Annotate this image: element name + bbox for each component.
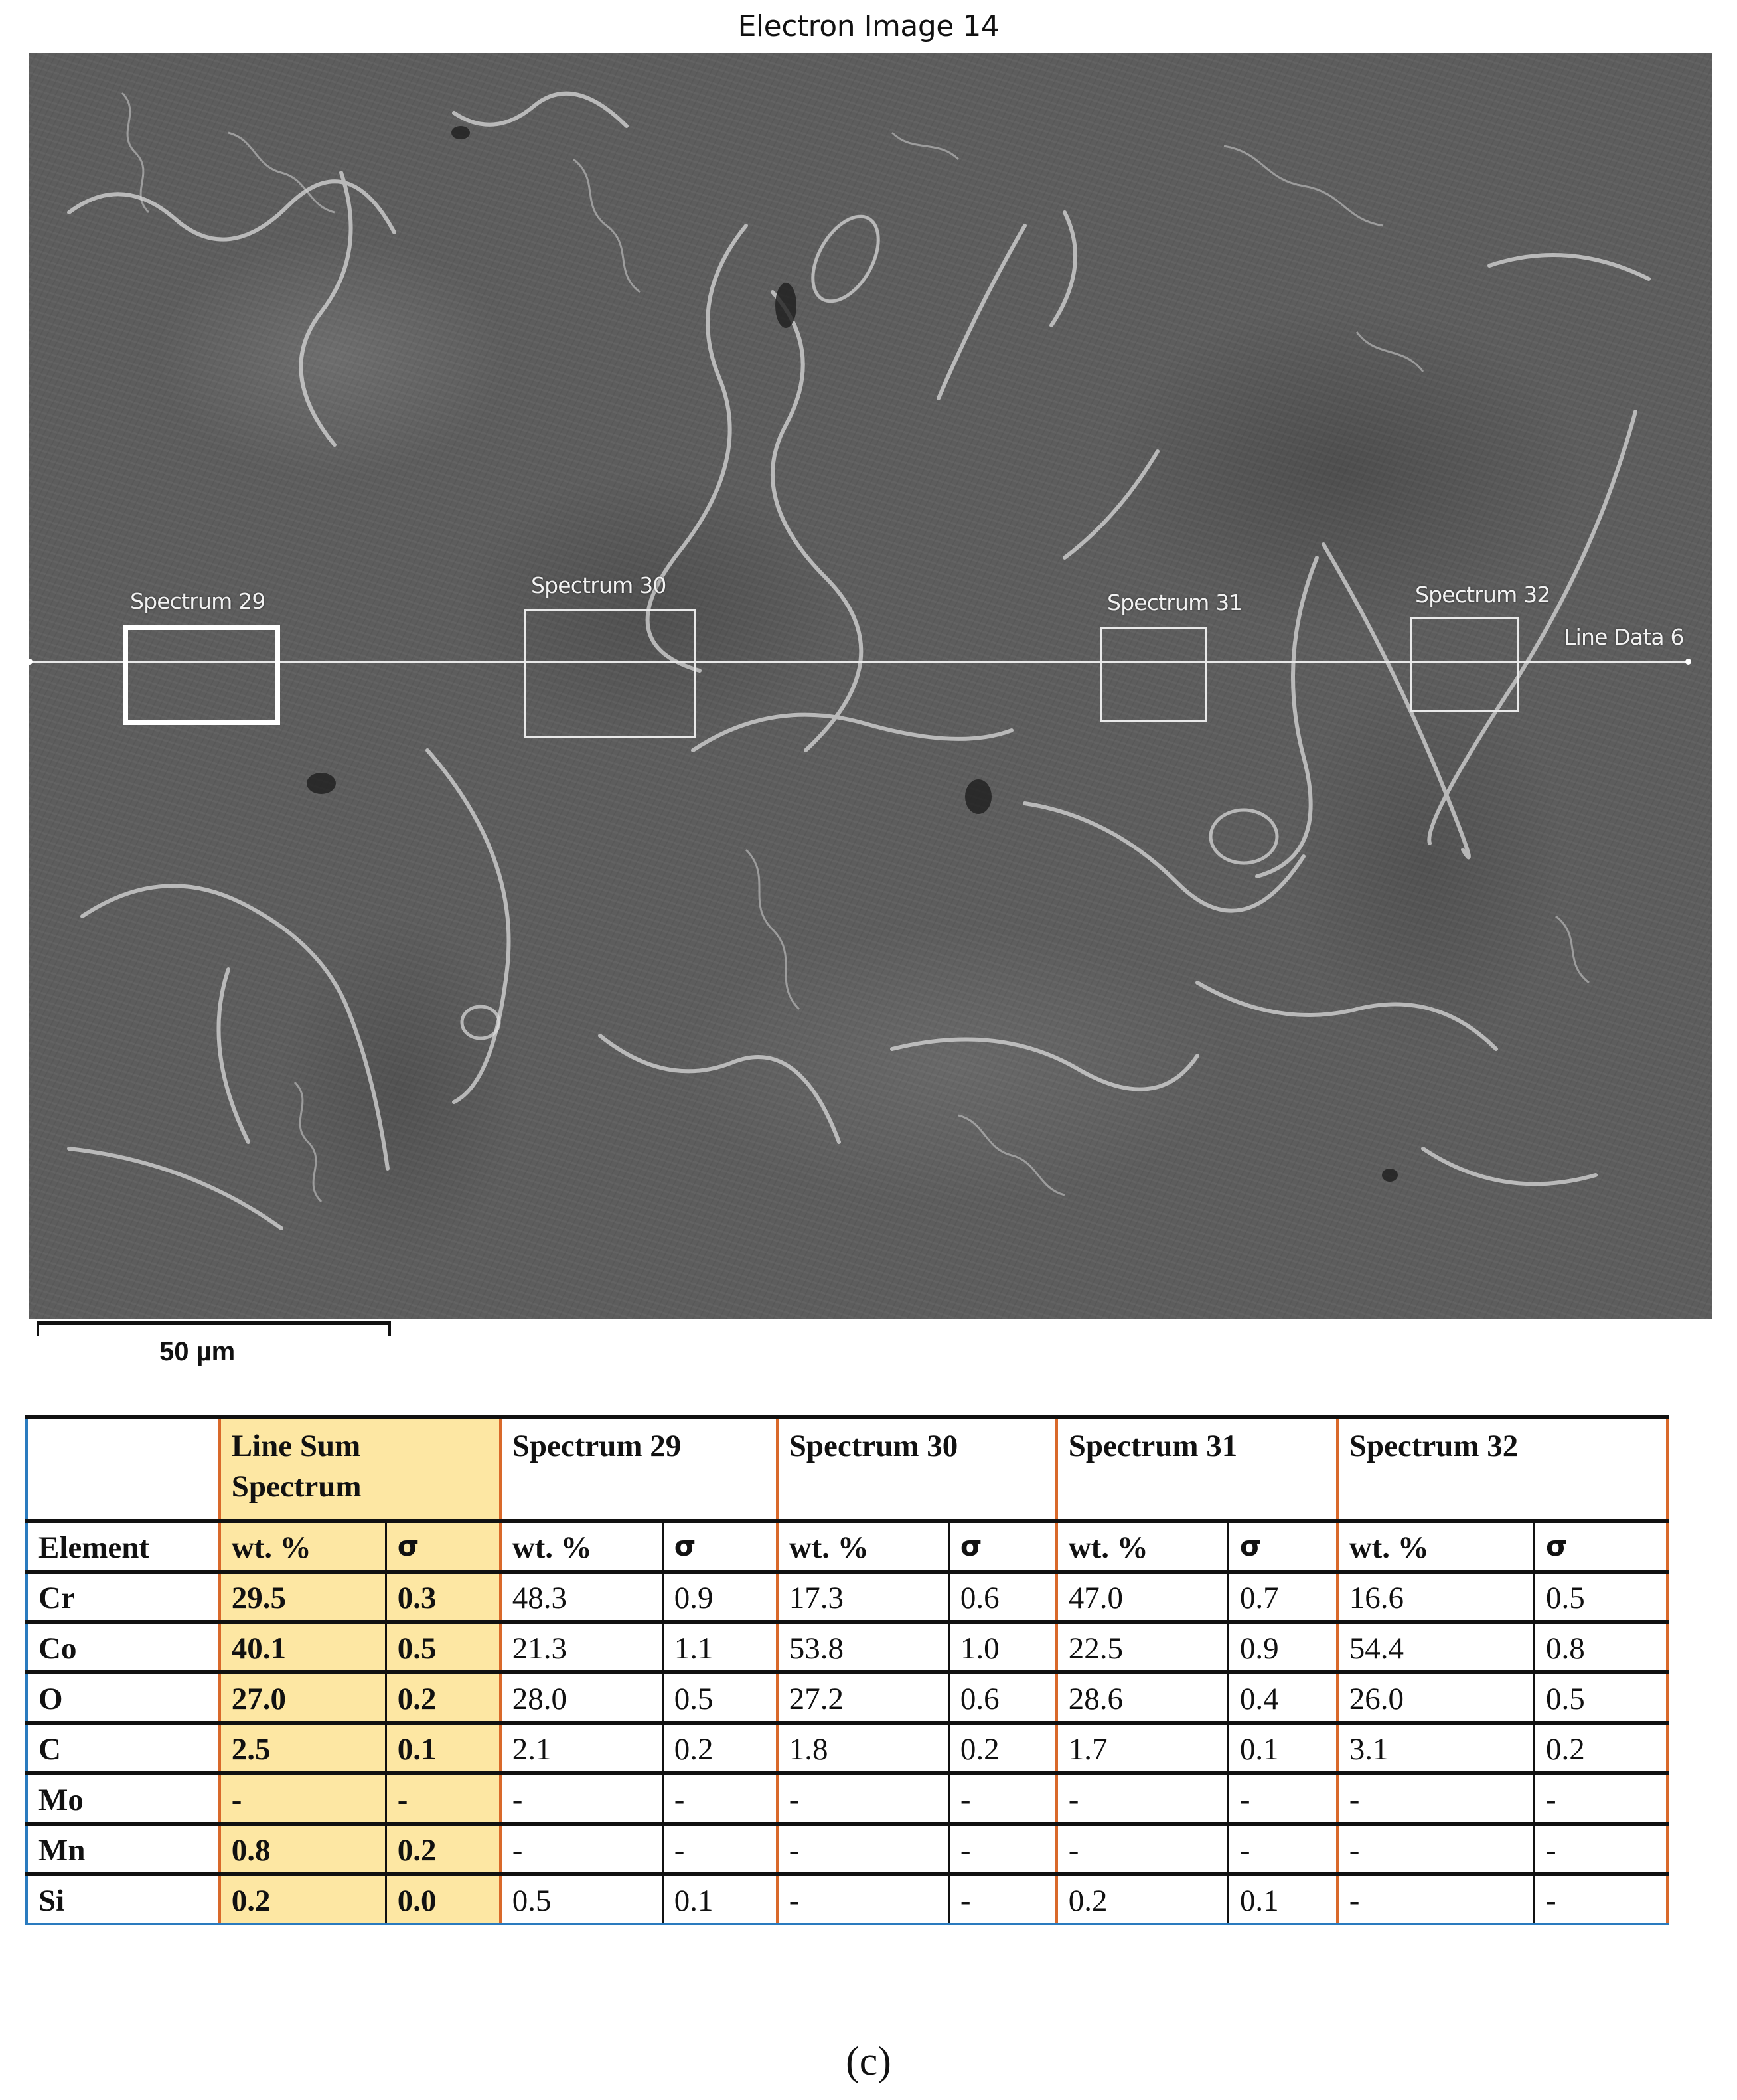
group-header-spectrum-29: Spectrum 29 xyxy=(500,1417,777,1521)
sigma-cell: - xyxy=(1228,1824,1337,1874)
column-header-sigma: σ xyxy=(1534,1521,1667,1572)
sigma-cell: 0.2 xyxy=(662,1723,777,1773)
scale-bar-label: 50 µm xyxy=(159,1337,236,1366)
table-row xyxy=(27,1874,1667,1924)
sigma-cell: 0.9 xyxy=(1228,1622,1337,1672)
table-row xyxy=(27,1824,1667,1874)
wt-percent-cell: 26.0 xyxy=(1337,1672,1535,1723)
wt-percent-cell: 53.8 xyxy=(777,1622,949,1672)
wt-percent-cell: 27.0 xyxy=(220,1672,386,1723)
sigma-cell: - xyxy=(948,1773,1056,1824)
eds-composition-table xyxy=(25,1415,1669,1925)
column-header-wt: wt. % xyxy=(1337,1521,1535,1572)
wt-percent-cell: 3.1 xyxy=(1337,1723,1535,1773)
wt-percent-cell: 29.5 xyxy=(220,1572,386,1622)
scale-bar xyxy=(37,1321,391,1336)
sigma-cell: 0.2 xyxy=(948,1723,1056,1773)
region-box-spectrum-29[interactable] xyxy=(123,625,280,725)
group-header-line-sum: Line Sum Spectrum xyxy=(220,1417,500,1521)
sigma-cell: 1.1 xyxy=(662,1622,777,1672)
table-row xyxy=(27,1622,1667,1672)
table-column-header-row xyxy=(27,1521,1667,1572)
wt-percent-cell: 0.2 xyxy=(220,1874,386,1924)
wt-percent-cell: 27.2 xyxy=(777,1672,949,1723)
sigma-cell: - xyxy=(1534,1874,1667,1924)
sigma-cell: 0.7 xyxy=(1228,1572,1337,1622)
sigma-cell: 0.1 xyxy=(386,1723,500,1773)
sigma-cell: 0.0 xyxy=(386,1874,500,1924)
wt-percent-cell: 0.5 xyxy=(500,1874,663,1924)
region-label-spectrum-29: Spectrum 29 xyxy=(130,588,265,614)
wt-percent-cell: - xyxy=(777,1773,949,1824)
wt-percent-cell: 21.3 xyxy=(500,1622,663,1672)
sigma-cell: 0.1 xyxy=(662,1874,777,1924)
sigma-cell: - xyxy=(662,1824,777,1874)
wt-percent-cell: 28.6 xyxy=(1057,1672,1229,1723)
sigma-cell: 0.9 xyxy=(662,1572,777,1622)
element-cell: Mo xyxy=(27,1773,220,1824)
wt-percent-cell: 17.3 xyxy=(777,1572,949,1622)
sem-micrograph xyxy=(29,53,1712,1319)
element-cell: Cr xyxy=(27,1572,220,1622)
sigma-cell: 1.0 xyxy=(948,1622,1056,1672)
element-cell: Si xyxy=(27,1874,220,1924)
column-header-sigma: σ xyxy=(948,1521,1056,1572)
region-label-spectrum-32: Spectrum 32 xyxy=(1415,582,1550,607)
sigma-cell: - xyxy=(662,1773,777,1824)
region-box-spectrum-32[interactable] xyxy=(1410,617,1519,712)
wt-percent-cell: 54.4 xyxy=(1337,1622,1535,1672)
wt-percent-cell: 40.1 xyxy=(220,1622,386,1672)
wt-percent-cell: 16.6 xyxy=(1337,1572,1535,1622)
wt-percent-cell: - xyxy=(220,1773,386,1824)
group-header-spectrum-32: Spectrum 32 xyxy=(1337,1417,1667,1521)
sigma-cell: 0.8 xyxy=(1534,1622,1667,1672)
element-cell: Mn xyxy=(27,1824,220,1874)
wt-percent-cell: 0.8 xyxy=(220,1824,386,1874)
wt-percent-cell: - xyxy=(1057,1773,1229,1824)
column-header-sigma: σ xyxy=(386,1521,500,1572)
sigma-cell: - xyxy=(948,1874,1056,1924)
sigma-cell: 0.4 xyxy=(1228,1672,1337,1723)
table-corner-cell xyxy=(27,1417,220,1521)
sigma-cell: - xyxy=(1534,1773,1667,1824)
figure-caption: (c) xyxy=(846,2039,891,2084)
region-label-spectrum-31: Spectrum 31 xyxy=(1107,590,1243,615)
wt-percent-cell: - xyxy=(500,1773,663,1824)
wt-percent-cell: - xyxy=(777,1824,949,1874)
sigma-cell: 0.2 xyxy=(386,1824,500,1874)
wt-percent-cell: - xyxy=(1057,1824,1229,1874)
wt-percent-cell: 1.8 xyxy=(777,1723,949,1773)
wt-percent-cell: - xyxy=(777,1874,949,1924)
wt-percent-cell: - xyxy=(1337,1773,1535,1824)
group-header-spectrum-31: Spectrum 31 xyxy=(1057,1417,1337,1521)
element-cell: Co xyxy=(27,1622,220,1672)
table-group-header-row xyxy=(27,1417,1667,1521)
sigma-cell: 0.1 xyxy=(1228,1723,1337,1773)
sigma-cell: 0.5 xyxy=(1534,1572,1667,1622)
line-scan-end-point xyxy=(1685,659,1691,665)
table-row xyxy=(27,1672,1667,1723)
image-title: Electron Image 14 xyxy=(737,9,1000,43)
region-box-spectrum-31[interactable] xyxy=(1100,627,1207,722)
table-row xyxy=(27,1723,1667,1773)
sigma-cell: - xyxy=(948,1824,1056,1874)
region-box-spectrum-30[interactable] xyxy=(524,609,696,738)
element-cell: O xyxy=(27,1672,220,1723)
sigma-cell: 0.2 xyxy=(386,1672,500,1723)
table-body xyxy=(27,1572,1667,1924)
sigma-cell: 0.6 xyxy=(948,1572,1056,1622)
group-header-spectrum-30: Spectrum 30 xyxy=(777,1417,1057,1521)
sigma-cell: - xyxy=(386,1773,500,1824)
wt-percent-cell: - xyxy=(1337,1874,1535,1924)
table-row xyxy=(27,1773,1667,1824)
column-header-element: Element xyxy=(27,1521,220,1572)
sigma-cell: 0.3 xyxy=(386,1572,500,1622)
wt-percent-cell: 22.5 xyxy=(1057,1622,1229,1672)
sigma-cell: - xyxy=(1534,1824,1667,1874)
wt-percent-cell: 48.3 xyxy=(500,1572,663,1622)
wt-percent-cell: 0.2 xyxy=(1057,1874,1229,1924)
sigma-cell: 0.2 xyxy=(1534,1723,1667,1773)
column-header-sigma: σ xyxy=(1228,1521,1337,1572)
table-row xyxy=(27,1572,1667,1622)
wt-percent-cell: 2.5 xyxy=(220,1723,386,1773)
sigma-cell: 0.5 xyxy=(1534,1672,1667,1723)
line-scan-label: Line Data 6 xyxy=(1564,624,1684,650)
sigma-cell: 0.1 xyxy=(1228,1874,1337,1924)
wt-percent-cell: 1.7 xyxy=(1057,1723,1229,1773)
wt-percent-cell: - xyxy=(1337,1824,1535,1874)
sigma-cell: 0.6 xyxy=(948,1672,1056,1723)
sigma-cell: 0.5 xyxy=(386,1622,500,1672)
wt-percent-cell: 2.1 xyxy=(500,1723,663,1773)
element-cell: C xyxy=(27,1723,220,1773)
column-header-wt: wt. % xyxy=(500,1521,663,1572)
column-header-sigma: σ xyxy=(662,1521,777,1572)
column-header-wt: wt. % xyxy=(1057,1521,1229,1572)
wt-percent-cell: - xyxy=(500,1824,663,1874)
wt-percent-cell: 47.0 xyxy=(1057,1572,1229,1622)
region-label-spectrum-30: Spectrum 30 xyxy=(531,572,666,598)
column-header-wt: wt. % xyxy=(220,1521,386,1572)
sigma-cell: 0.5 xyxy=(662,1672,777,1723)
wt-percent-cell: 28.0 xyxy=(500,1672,663,1723)
column-header-wt: wt. % xyxy=(777,1521,949,1572)
sigma-cell: - xyxy=(1228,1773,1337,1824)
